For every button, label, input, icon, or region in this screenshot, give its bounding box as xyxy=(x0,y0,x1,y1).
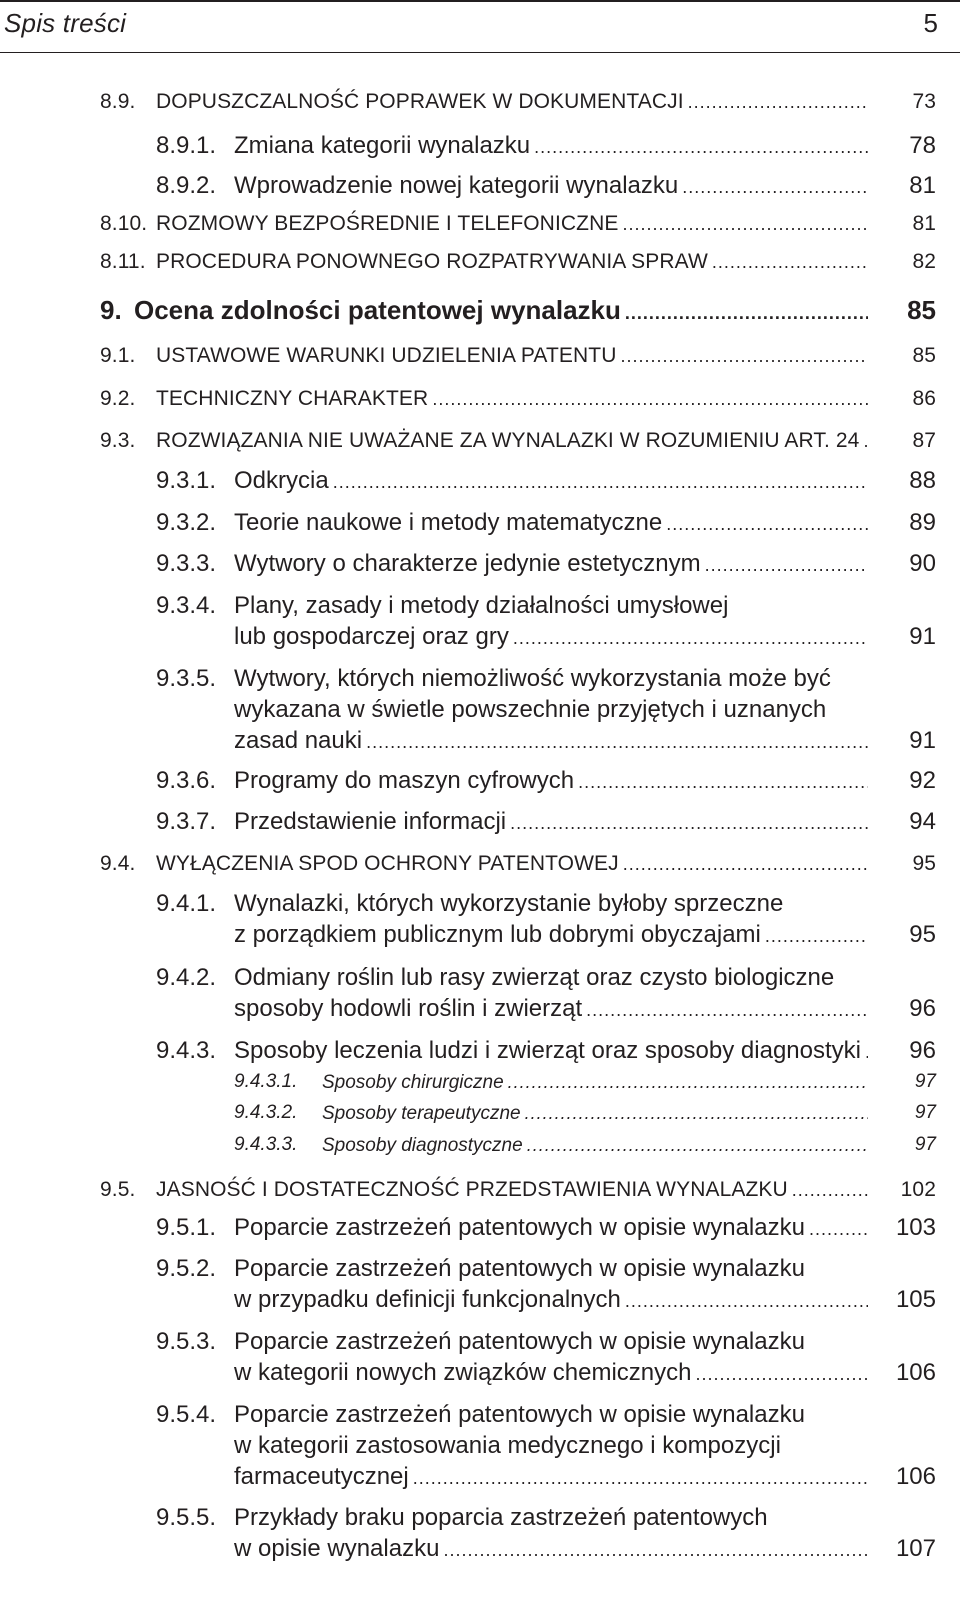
toc-entry-title-line: Wytwory, których niemożliwość wykorzystania może być xyxy=(234,665,831,692)
toc-entry-page: 105 xyxy=(895,1286,936,1313)
toc-entry-number: 9.5.4. xyxy=(156,1401,217,1428)
dot-leader xyxy=(809,1214,868,1245)
toc-entry-page: 88 xyxy=(909,467,936,494)
toc-entry-number: 9.3.3. xyxy=(156,550,217,577)
toc-entry-number: 8.9.2. xyxy=(156,172,217,199)
toc-entry-title xyxy=(156,342,868,370)
toc-entry-title-line: w kategorii zastosowania medycznego i kompozycji xyxy=(234,1432,781,1459)
toc-entry-title xyxy=(322,1070,868,1095)
toc-entry-number: 9.5.5. xyxy=(156,1504,217,1531)
toc-entry-title-line: Sposoby diagnostyczne xyxy=(322,1135,523,1156)
toc-entry-title-line: zasad nauki xyxy=(234,727,363,754)
toc-entry-number: 9.4.3.2. xyxy=(234,1102,298,1123)
toc-entry-page: 95 xyxy=(909,921,936,948)
toc-entry-number: 9.4.3. xyxy=(156,1037,217,1064)
toc-entry-title xyxy=(234,130,868,163)
toc-entry-title-line: Przedstawienie informacji xyxy=(234,808,507,835)
toc-entry-number: 9.3.1. xyxy=(156,467,217,494)
toc-entry-title-line: Wprowadzenie nowej kategorii wynalazku xyxy=(234,172,679,199)
toc-entry-page: 92 xyxy=(909,767,936,794)
toc-entry-number: 9.4. xyxy=(100,852,136,875)
toc-entry-number: 9.5.2. xyxy=(156,1255,217,1282)
toc-entry-title-line: z porządkiem publicznym lub dobrymi obyczajami xyxy=(234,921,761,948)
toc-entry-title xyxy=(156,210,868,238)
toc-entry-title xyxy=(234,548,868,581)
dot-leader xyxy=(623,850,868,878)
toc-entry-title xyxy=(234,1253,868,1317)
toc-entry-page: 81 xyxy=(912,212,936,235)
dot-leader xyxy=(508,1070,868,1094)
toc-entry-page: 107 xyxy=(895,1535,936,1562)
toc-entry-title xyxy=(156,850,868,878)
toc-entry-number: 9.1. xyxy=(100,344,136,367)
toc-entry-number: 9.5. xyxy=(100,1178,136,1201)
toc-entry-title xyxy=(156,248,868,276)
toc-entry-title-line: lub gospodarczej oraz gry xyxy=(234,623,509,650)
toc-entry-title xyxy=(234,663,868,758)
toc-entry-title-line: USTAWOWE WARUNKI UDZIELENIA PATENTU xyxy=(156,344,617,367)
toc-entry-number: 9.4.2. xyxy=(156,964,217,991)
dot-leader xyxy=(696,1359,869,1390)
toc-entry-number: 9.5.1. xyxy=(156,1214,217,1241)
toc-entry-title-line: PROCEDURA PONOWNEGO ROZPATRYWANIA SPRAW xyxy=(156,250,708,273)
toc-entry-title-line: Zmiana kategorii wynalazku xyxy=(234,132,531,159)
toc-entry-title-line: Poparcie zastrzeżeń patentowych w opisie wynalazku xyxy=(234,1328,805,1355)
toc-entry-title-line: Wynalazki, których wykorzystanie byłoby sprzeczne xyxy=(234,890,784,917)
dot-leader xyxy=(666,509,868,540)
toc-entry-page: 85 xyxy=(912,344,936,367)
toc-entry-number: 9.2. xyxy=(100,387,136,410)
dot-leader xyxy=(586,995,868,1026)
dot-leader xyxy=(366,727,868,758)
dot-leader xyxy=(413,1463,868,1494)
toc-entry-number: 9.3.4. xyxy=(156,592,217,619)
toc-entry-number: 9.4.1. xyxy=(156,890,217,917)
dot-leader xyxy=(432,385,868,413)
toc-entry-title xyxy=(156,427,868,455)
toc-entry-page: 85 xyxy=(907,295,936,325)
page-number: 5 xyxy=(923,8,938,38)
toc-entry-page: 102 xyxy=(900,1178,936,1201)
toc-entry-number: 9.3.5. xyxy=(156,665,217,692)
dot-leader xyxy=(712,248,868,276)
dot-leader xyxy=(765,921,868,952)
dot-leader xyxy=(534,132,868,163)
toc-entry-title xyxy=(234,1399,868,1494)
dot-leader xyxy=(792,1176,868,1204)
dot-leader xyxy=(525,1101,868,1125)
toc-entry-number: 9.5.3. xyxy=(156,1328,217,1355)
toc-entry-title-line: Przykłady braku poparcia zastrzeżeń patentowych xyxy=(234,1504,768,1531)
toc-entry-title-line: Sposoby chirurgiczne xyxy=(322,1072,504,1093)
toc-entry-number: 9.3.2. xyxy=(156,509,217,536)
toc-entry-title-line: Poparcie zastrzeżeń patentowych w opisie wynalazku xyxy=(234,1401,805,1428)
toc-entry-number: 9.3.7. xyxy=(156,808,217,835)
toc-entry-title xyxy=(234,507,868,540)
toc-entry-title xyxy=(234,1035,868,1068)
toc-entry-title-line: ROZWIĄZANIA NIE UWAŻANE ZA WYNALAZKI W ROZUMIENIU ART. 24 xyxy=(156,429,860,452)
toc-entry-page: 87 xyxy=(912,429,936,452)
toc-entry-title-line: sposoby hodowli roślin i zwierząt xyxy=(234,995,583,1022)
dot-leader xyxy=(513,623,868,654)
dot-leader xyxy=(510,808,868,839)
toc-entry-page: 94 xyxy=(909,808,936,835)
toc-entry-title-line: Wytwory o charakterze jedynie estetycznym xyxy=(234,550,701,577)
toc-entry-page: 86 xyxy=(912,387,936,410)
toc-entry-title-line: w opisie wynalazku xyxy=(234,1535,440,1562)
toc-entry-page: 91 xyxy=(909,727,936,754)
toc-entry-title xyxy=(322,1101,868,1126)
toc-entry-page: 106 xyxy=(895,1359,936,1386)
toc-entry-title xyxy=(234,765,868,798)
toc-entry-title xyxy=(234,170,868,203)
dot-leader xyxy=(333,467,868,498)
dot-leader xyxy=(578,767,868,798)
dot-leader xyxy=(527,1133,868,1157)
toc-entry-number: 9. xyxy=(100,295,122,325)
toc-entry-title-line: JASNOŚĆ I DOSTATECZNOŚĆ PRZEDSTAWIENIA WYNALAZKU xyxy=(156,1178,788,1201)
toc-entry-title xyxy=(134,294,868,329)
toc-entry-title xyxy=(156,88,868,116)
dot-leader xyxy=(705,550,868,581)
dot-leader xyxy=(443,1535,868,1566)
toc-entry-title-line: w przypadku definicji funkcjonalnych xyxy=(234,1286,621,1313)
dot-leader xyxy=(682,172,868,203)
toc-entry-number: 9.3.6. xyxy=(156,767,217,794)
toc-entry-page: 78 xyxy=(909,132,936,159)
toc-entry-title-line: farmaceutycznej xyxy=(234,1463,409,1490)
toc-entry-title xyxy=(234,962,868,1026)
dot-leader xyxy=(620,342,868,370)
toc-entry-number: 9.4.3.1. xyxy=(234,1071,298,1092)
toc-entry-title xyxy=(156,385,868,413)
running-title: Spis treści xyxy=(4,8,127,38)
toc-entry-page: 91 xyxy=(909,623,936,650)
toc-entry-title-line: Teorie naukowe i metody matematyczne xyxy=(234,509,663,536)
toc-entry-title xyxy=(234,1326,868,1390)
toc-entry-page: 90 xyxy=(909,550,936,577)
toc-entry-number: 8.9. xyxy=(100,90,136,113)
dot-leader xyxy=(688,88,868,116)
toc-entry-page: 73 xyxy=(912,90,936,113)
toc-entry-number: 8.9.1. xyxy=(156,132,217,159)
toc-entry-title-line: ROZMOWY BEZPOŚREDNIE I TELEFONICZNE xyxy=(156,212,619,235)
toc-entry-title xyxy=(234,888,868,952)
toc-entry-title xyxy=(234,590,868,654)
toc-entry-title-line: Programy do maszyn cyfrowych xyxy=(234,767,575,794)
toc-entry-page: 96 xyxy=(909,995,936,1022)
toc-entry-page: 103 xyxy=(895,1214,936,1241)
toc-entry-title-line: Odkrycia xyxy=(234,467,329,494)
toc-entry-title-line: DOPUSZCZALNOŚĆ POPRAWEK W DOKUMENTACJI xyxy=(156,90,684,113)
toc-entry-title-line: WYŁĄCZENIA SPOD OCHRONY PATENTOWEJ xyxy=(156,852,619,875)
toc-entry-title-line: w kategorii nowych związków chemicznych xyxy=(234,1359,692,1386)
toc-entry-title-line: Sposoby terapeutyczne xyxy=(322,1103,521,1124)
toc-entry-title-line: Sposoby leczenia ludzi i zwierząt oraz sposoby diagnostyki xyxy=(234,1037,861,1064)
dot-leader xyxy=(622,210,868,238)
toc-entry-title-line: TECHNICZNY CHARAKTER xyxy=(156,387,429,410)
toc-entry-number: 8.11. xyxy=(100,250,146,273)
toc-entry-page: 81 xyxy=(909,172,936,199)
toc-entry-title xyxy=(234,1502,868,1566)
toc-entry-title xyxy=(234,465,868,498)
toc-entry-page: 96 xyxy=(909,1037,936,1064)
toc-entry-title-line: Poparcie zastrzeżeń patentowych w opisie wynalazku xyxy=(234,1255,805,1282)
toc-entry-title-line: Odmiany roślin lub rasy zwierząt oraz czysto biologiczne xyxy=(234,964,835,991)
toc-entry-title xyxy=(156,1176,868,1204)
toc-entry-number: 8.10. xyxy=(100,212,148,235)
toc-entry-page: 97 xyxy=(914,1071,936,1092)
toc-entry-title-line: Poparcie zastrzeżeń patentowych w opisie wynalazku xyxy=(234,1214,805,1241)
toc-entry-page: 106 xyxy=(895,1463,936,1490)
toc-entry-page: 97 xyxy=(914,1102,936,1123)
dot-leader xyxy=(863,427,868,455)
toc-entry-page: 89 xyxy=(909,509,936,536)
toc-entry-title-line: Plany, zasady i metody działalności umysłowej xyxy=(234,592,729,619)
toc-entry-page: 95 xyxy=(912,852,936,875)
dot-leader xyxy=(865,1037,868,1068)
toc-entry-title-line: Ocena zdolności patentowej wynalazku xyxy=(134,295,621,325)
toc-entry-number: 9.4.3.3. xyxy=(234,1134,298,1155)
toc-entry-page: 82 xyxy=(912,250,936,273)
dot-leader xyxy=(625,297,868,329)
toc-entry-title xyxy=(234,806,868,839)
toc-entry-title-line: wykazana w świetle powszechnie przyjętych i uznanych xyxy=(234,696,827,723)
toc-entry-number: 9.3. xyxy=(100,429,136,452)
toc-entry-title xyxy=(234,1212,868,1245)
dot-leader xyxy=(625,1286,868,1317)
toc-entry-page: 97 xyxy=(914,1134,936,1155)
toc-entry-title xyxy=(322,1133,868,1158)
